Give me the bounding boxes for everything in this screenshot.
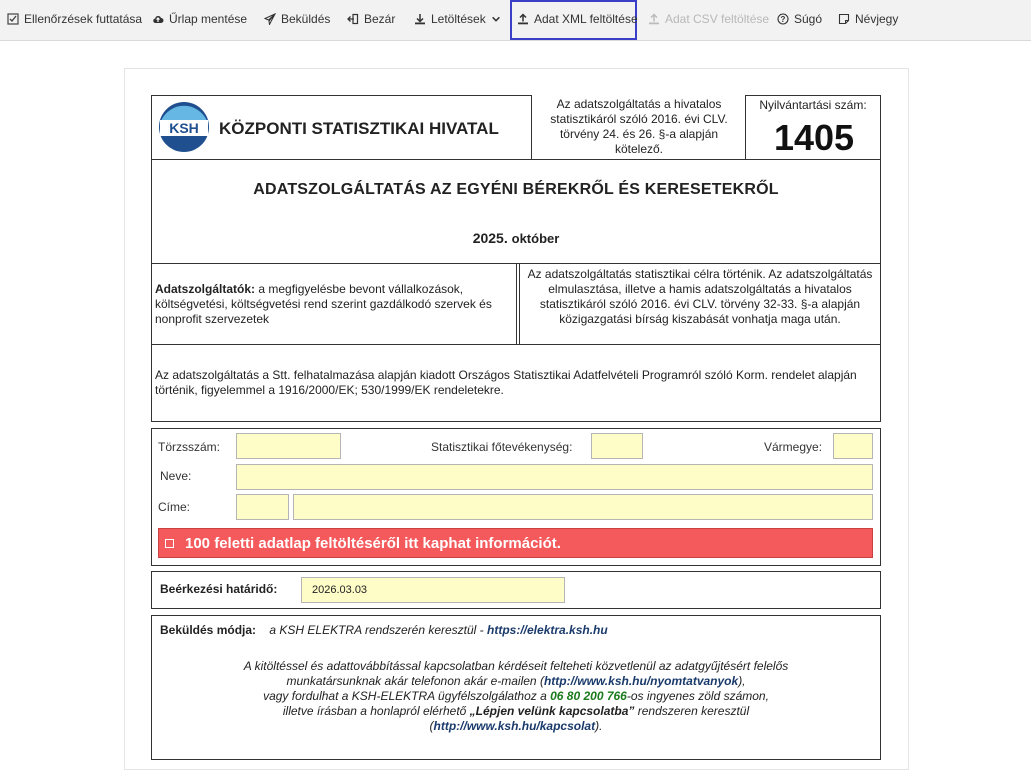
checkbox-icon (7, 13, 19, 25)
upload-csv-button[interactable]: Adat CSV feltöltése (648, 10, 769, 28)
download-icon (414, 13, 426, 25)
contact-2b: ), (738, 674, 746, 688)
varmegye-label: Vármegye: (764, 440, 823, 454)
legal-basis-text: Az adatszolgáltatás a Stt. felhatalmazása alapján kiadott Országos Statisztikai Adatfelvételi Programról szóló Korm. rendelet alapján történik, figyelemmel a 1916/2000/EK; 530/1999/EK rendeletekre. (155, 368, 857, 397)
cloud-upload-icon (152, 13, 164, 25)
providers-text (155, 282, 511, 327)
close-button[interactable]: Bezár (347, 10, 395, 28)
ksh-logo (158, 101, 210, 153)
reg-label: Nyilvántartási szám: (759, 98, 867, 112)
torzsszam-label: Törzsszám: (158, 440, 221, 454)
deadline-value: 2026.03.03 (301, 577, 565, 603)
fotevekenyseg-label: Statisztikai főtevékenység: (431, 440, 573, 454)
send-icon (264, 13, 276, 25)
contact-line-3 (151, 689, 881, 704)
elektra-link[interactable]: https://elektra.ksh.hu (487, 623, 608, 637)
submission-label: Beküldés módja: (160, 623, 257, 637)
contact-3a: vagy fordulhat a KSH-ELEKTRA ügyfélszolgálathoz a (263, 689, 551, 703)
postcode-input[interactable] (236, 494, 289, 520)
deadline-label: Beérkezési határidő: (160, 582, 278, 596)
contact-line-5 (151, 719, 881, 734)
info-icon (165, 539, 174, 548)
svg-text:?: ? (780, 15, 786, 24)
title-box (151, 159, 881, 264)
chevron-down-icon (491, 14, 501, 24)
cime-label: Címe: (158, 500, 191, 514)
contact-2a: munkatársunknak akár telefonon akár e-mailen ( (286, 674, 544, 688)
logo-text: KSH (169, 120, 199, 136)
info-banner-text: 100 feletti adatlap feltöltéséről itt kaphat információt. (185, 535, 561, 552)
legal-note: Az adatszolgáltatás a hivatalos statisztikáról szóló 2016. évi CLV. törvény 24. és 26. §-a alapján kötelező. (550, 97, 728, 156)
purpose-text: Az adatszolgáltatás statisztikai célra történik. Az adatszolgáltatás elmulasztása, illetve a hamis adatszolgáltatás a hivatalos statisztikáról szóló 2016. évi CLV. törvény 32-33. §-a alapján közigazgatási bírság kiszabását vonhatja maga után. (527, 267, 873, 326)
neve-input[interactable] (236, 464, 873, 490)
providers-desc: a megfigyelésbe bevont vállalkozások, költségvetési, költségvetési rend szerint gazdálkodó szervek és nonprofit szervezetek (155, 282, 492, 326)
contact-3b: -os ingyenes zöld számon, (626, 689, 769, 703)
contact-5a: ( (429, 719, 434, 733)
contact-line-4 (151, 704, 881, 719)
upload-icon (517, 13, 529, 25)
varmegye-input[interactable] (833, 433, 873, 459)
info-banner[interactable] (158, 528, 873, 558)
org-name: KÖZPONTI STATISZTIKAI HIVATAL (219, 119, 499, 138)
torzsszam-input[interactable] (236, 433, 341, 459)
send-button[interactable]: Beküldés (264, 10, 330, 28)
sign-out-icon (347, 13, 359, 25)
neve-label: Neve: (160, 469, 192, 483)
forms-link[interactable]: http://www.ksh.hu/nyomtatvanyok (543, 674, 739, 688)
upload-xml-button[interactable]: Adat XML feltöltése (517, 10, 638, 28)
save-form-button[interactable]: Űrlap mentése (152, 10, 247, 28)
contact-form-name: „Lépjen velünk kapcsolatba” (469, 704, 635, 718)
reg-number: 1405 (773, 117, 855, 158)
period-month: október (511, 231, 560, 246)
submission-line (160, 623, 608, 638)
form-title: ADATSZOLGÁLTATÁS AZ EGYÉNI BÉREKRŐL ÉS KERESETEKRŐL (253, 181, 779, 198)
period-year: 2025. (472, 230, 508, 246)
question-circle-icon (777, 13, 789, 25)
contact-4a: illetve írásban a honlapról elérhető (282, 704, 470, 718)
about-button[interactable]: Névjegy (838, 10, 898, 28)
contact-4b: rendszeren keresztül (634, 704, 750, 718)
run-checks-button[interactable]: Ellenőrzések futtatása (7, 10, 142, 28)
help-button[interactable]: ? Súgó (777, 10, 822, 28)
contact-5b: ). (595, 719, 603, 733)
fotevekenyseg-input[interactable] (591, 433, 643, 459)
downloads-dropdown[interactable]: Letöltések (414, 10, 501, 28)
toolbar (0, 0, 1031, 41)
form-period (151, 229, 881, 248)
contact-line-1: A kitöltéssel és adattovábbítással kapcsolatban kérdéseit felteheti közvetlenül az adatgyűjtésért felelős (243, 659, 789, 673)
upload-icon (648, 13, 660, 25)
contact-line-2 (151, 674, 881, 689)
contact-link[interactable]: http://www.ksh.hu/kapcsolat (433, 719, 596, 733)
providers-label: Adatszolgáltatók: (155, 282, 256, 296)
phone-number: 06 80 200 766 (550, 689, 627, 703)
submission-text: a KSH ELEKTRA rendszerén keresztül - (269, 623, 488, 637)
address-input[interactable] (293, 494, 873, 520)
note-icon (838, 13, 850, 25)
